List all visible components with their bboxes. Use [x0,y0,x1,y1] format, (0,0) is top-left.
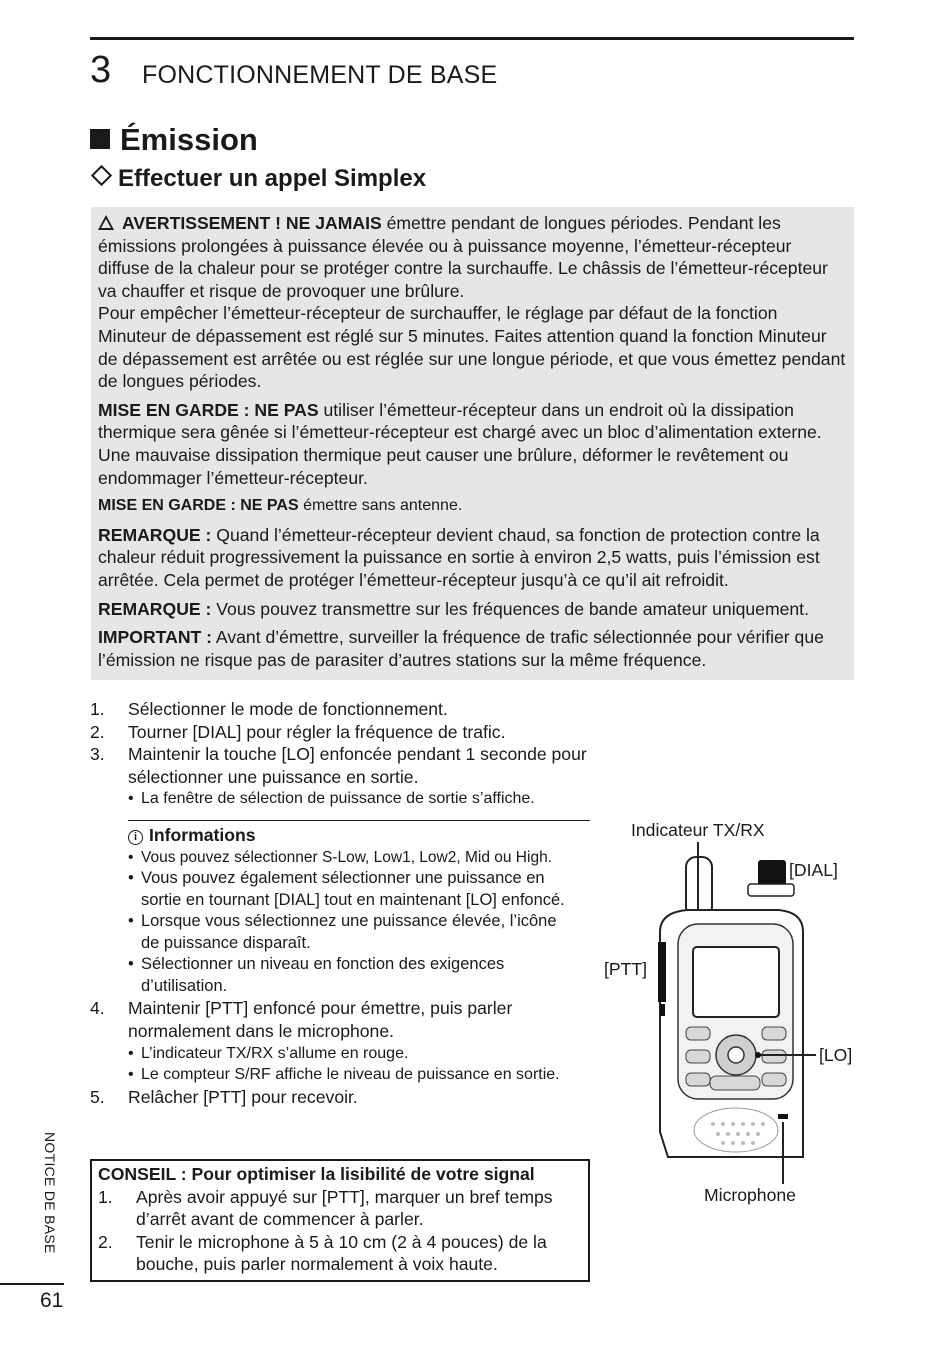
info-bullet-1: • Vous pouvez sélectionner S-Low, Low1, Low2, Mid ou High. [128,847,590,869]
step-number: 3. [90,744,105,765]
step-text: Relâcher [PTT] pour recevoir. [128,1086,358,1107]
garde2-paragraph [98,495,846,518]
diamond-bullet-icon [91,165,112,186]
square-bullet-icon [90,129,110,149]
step-3 [90,743,598,810]
info-heading [128,823,590,847]
step-1 [90,698,600,721]
garde1-text: utiliser l’émetteur-récepteur dans un endroit où la dissipation thermique sera gênée si l’émetteur-récepteur est chargé avec un bloc d’alimentation externe. Une mauvaise dissipation thermique peut causer une brûlure, déformer le revêtement ou endommager l’émetteur-récepteur. [98,399,822,488]
step-4 [90,997,598,1085]
step-number: 4. [90,998,105,1019]
step-number: 5. [90,1086,105,1107]
remarque1-paragraph [98,524,846,592]
remarque2-text: Vous pouvez transmettre sur les fréquences de bande amateur uniquement. [211,598,809,619]
section-title [90,120,258,160]
page-number: 61 [40,1289,64,1312]
conseil-step-2 [98,1231,582,1276]
step-3-bullet: • La fenêtre de sélection de puissance de sortie s’affiche. [128,788,598,810]
conseil-title: CONSEIL : Pour optimiser la lisibilité de votre signal [98,1164,535,1184]
avertissement-label: AVERTISSEMENT ! NE JAMAIS [122,213,382,233]
remarque2-paragraph [98,598,846,621]
info-box [128,820,590,998]
conseil-step-number: 1. [98,1186,113,1207]
conseil-step-text: Après avoir appuyé sur [PTT], marquer un bref temps d’arrêt avant de commencer à parler. [136,1186,553,1230]
step-4-bullet-2: • Le compteur S/RF affiche le niveau de puissance en sortie. [128,1064,566,1086]
garde2-text: émettre sans antenne. [298,497,463,515]
step-5 [90,1086,600,1109]
info-bullet-4: • Sélectionner un niveau en fonction des exigences d’utilisation. [128,954,561,997]
avertissement-paragraph [98,212,846,393]
avertissement-text-2: Pour empêcher l’émetteur-récepteur de surchauffer, le réglage par défaut de la fonction Minuteur de dépassement est réglé sur 5 minutes. Faites attention quand la fonction Minuteur de dépassement est arrêtée ou est réglée sur une longue période, et que vous émettez pendant de longues périodes. [98,303,846,392]
remarque1-text: Quand l’émetteur-récepteur devient chaud, sa fonction de protection contre la chaleur réduit progressivement la puissance en sortie à environ 2,5 watts, puis l’émission est arrêtée. Cela permet de protéger l’émetteur-récepteur jusqu’à ce qu’il ait refroidit. [98,524,820,590]
conseil-step-number: 2. [98,1231,113,1252]
step-text: Maintenir la touche [LO] enfoncée pendant 1 seconde pour sélectionner une puissance en sortie. [128,744,587,787]
warning-box [91,207,854,680]
step-2 [90,721,600,744]
steps-list [90,698,600,1108]
step-number: 2. [90,721,105,742]
warning-triangle-icon [98,215,114,230]
info-bullet-2: • Vous pouvez également sélectionner une puissance en sortie en tournant [DIAL] tout en maintenant [LO] enfoncé. [128,868,581,911]
conseil-step-text: Tenir le microphone à 5 à 10 cm (2 à 4 pouces) de la bouche, puis parler normalement à voix haute. [136,1231,547,1275]
avertissement-text: émettre pendant de longues périodes. Pendant les émissions prolongées à puissance élevée ou à puissance moyenne, l’émetteur-récepteur diffuse de la chaleur pour se protéger contre la surchauffe. Le châssis de l’émetteur-récepteur va chauffer et risque de provoquer une brûlure. [98,213,828,301]
step-4-bullet-1: • L’indicateur TX/RX s’allume en rouge. [128,1043,598,1065]
label-ptt: [PTT] [604,959,648,979]
label-lo: [LO] [819,1045,853,1065]
garde1-paragraph [98,399,846,489]
label-dial: [DIAL] [789,860,838,880]
remarque2-label: REMARQUE : [98,598,212,619]
step-text: Sélectionner le mode de fonctionnement. [128,699,448,719]
chapter-title: FONCTIONNEMENT DE BASE [142,61,498,89]
conseil-box [90,1159,590,1282]
remarque1-label: REMARQUE : [98,524,212,545]
important-text: Avant d’émettre, surveiller la fréquence de trafic sélectionnée pour vérifier que l’émission ne risque pas de parasiter d’autres stations sur la même fréquence. [98,627,824,670]
conseil-step-1 [98,1186,582,1231]
important-paragraph [98,626,846,671]
side-label: NOTICE DE BASE [42,1132,58,1254]
step-text: Maintenir [PTT] enfoncé pour émettre, puis parler normalement dans le microphone. [128,998,513,1041]
garde2-label: MISE EN GARDE : NE PAS [98,497,299,515]
step-number: 1. [90,699,105,719]
step-text: Tourner [DIAL] pour régler la fréquence de trafic. [128,721,506,742]
label-microphone: Microphone [704,1185,796,1205]
chapter-number: 3 [90,49,112,91]
important-label: IMPORTANT : [98,627,213,648]
info-bullet-3: • Lorsque vous sélectionnez une puissance élevée, l’icône de puissance disparaît. [128,911,561,954]
label-txrx: Indicateur TX/RX [631,820,765,840]
radio-illustration [598,812,898,1212]
info-title: Informations [149,824,256,845]
garde1-label: MISE EN GARDE : NE PAS [98,399,319,420]
footer-rule [0,1283,64,1285]
section-title-text: Émission [120,122,258,157]
section-subtitle-text: Effectuer un appel Simplex [118,165,427,192]
header-rule [90,37,854,40]
info-icon: i [128,830,143,845]
section-subtitle [90,163,426,195]
radio-figure [598,812,898,1212]
